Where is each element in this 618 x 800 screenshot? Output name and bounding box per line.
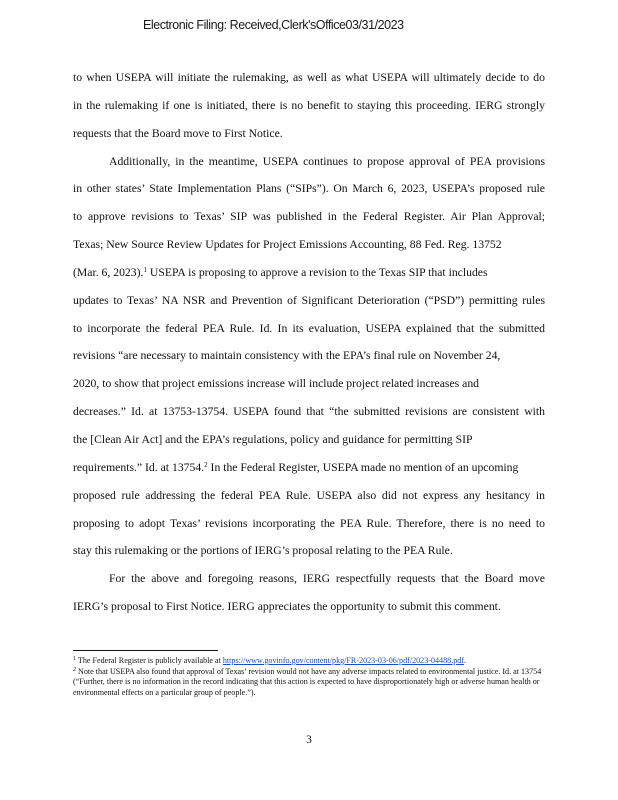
footnote-divider — [73, 650, 218, 651]
body-line: Additionally, in the meantime, USEPA continues to propose approval of PEA provisions — [109, 154, 545, 168]
footnotes — [73, 656, 545, 698]
footnote-ref-2[interactable]: 2 — [204, 460, 208, 469]
footnote-text: The Federal Register is publicly available at — [77, 656, 223, 665]
body-line: proposing to adopt Texas’ revisions incorporating the PEA Rule. Therefore, there is no need to — [73, 516, 545, 530]
body-line-with-footnote — [73, 259, 545, 287]
footnote-link[interactable]: https://www.govinfo.gov/content/pkg/FR-2023-03-06/pdf/2023-04488.pdf — [222, 656, 465, 665]
body-line: the [Clean Air Act] and the EPA’s regulations, policy and guidance for permitting SIP — [73, 432, 473, 446]
footnote-number: 2 — [73, 666, 76, 673]
footnote-ref-1[interactable]: 1 — [143, 265, 147, 274]
page-number: 3 — [306, 734, 312, 746]
footnote-1 — [73, 656, 545, 667]
body-line: proposed rule addressing the federal PEA Rule. USEPA also did not express any hesitancy in — [73, 488, 545, 502]
body-line-part: (Mar. 6, 2023). — [73, 265, 144, 279]
body-text — [73, 64, 545, 621]
body-line: stay this rulemaking or the portions of IERG’s proposal relating to the PEA Rule. — [73, 544, 453, 558]
filing-stamp: Electronic Filing: Received,Clerk'sOffice03/31/2023 — [143, 18, 404, 32]
footnote-number: 1 — [73, 656, 76, 662]
body-line-part: USEPA is proposing to approve a revision to the Texas SIP that includes — [146, 265, 488, 279]
body-line: requests that the Board move to First Notice. — [73, 126, 283, 140]
body-line: Texas; New Source Review Updates for Project Emissions Accounting, 88 Fed. Reg. 13752 — [73, 238, 502, 252]
body-line: revisions “are necessary to maintain consistency with the EPA’s final rule on November 24, — [73, 349, 501, 363]
body-line: For the above and foregoing reasons, IERG respectfully requests that the Board move — [109, 572, 545, 586]
footnote-text: Note that USEPA also found that approval of Texas’ revision would not have any adverse impacts related to environmental justice. Id. at 13754 (“Further, there is no information in the record indicating that this action is expected to have disproportionately high or adverse human health or environmental effects on a particular group of people.”). — [73, 666, 542, 697]
body-line: decreases.” Id. at 13753-13754. USEPA found that “the submitted revisions are consistent with — [73, 405, 545, 419]
footnote-2 — [73, 667, 545, 699]
body-line: in other states’ State Implementation Plans (“SIPs”). On March 6, 2023, USEPA’s proposed rule — [73, 182, 545, 196]
body-line: to approve revisions to Texas’ SIP was published in the Federal Register. Air Plan Approval; — [73, 210, 545, 224]
body-line-with-footnote — [73, 454, 545, 482]
body-line: to incorporate the federal PEA Rule. Id. In its evaluation, USEPA explained that the submitted — [73, 321, 545, 335]
footnote-tail: . — [464, 656, 467, 665]
body-line: 2020, to show that project emissions increase will include project related increases and — [73, 377, 480, 391]
body-line: updates to Texas’ NA NSR and Prevention of Significant Deterioration (“PSD”) permitting rules — [73, 293, 545, 307]
body-line: to when USEPA will initiate the rulemaking, as well as what USEPA will ultimately decide to do — [73, 71, 545, 84]
body-line: in the rulemaking if one is initiated, there is no benefit to staying this proceeding. IERG strongly — [73, 98, 545, 112]
body-line: IERG’s proposal to First Notice. IERG appreciates the opportunity to submit this comment. — [73, 600, 501, 614]
body-line-part: requirements.” Id. at 13754. — [73, 460, 205, 474]
body-line-part: In the Federal Register, USEPA made no mention of an upcoming — [207, 460, 519, 474]
